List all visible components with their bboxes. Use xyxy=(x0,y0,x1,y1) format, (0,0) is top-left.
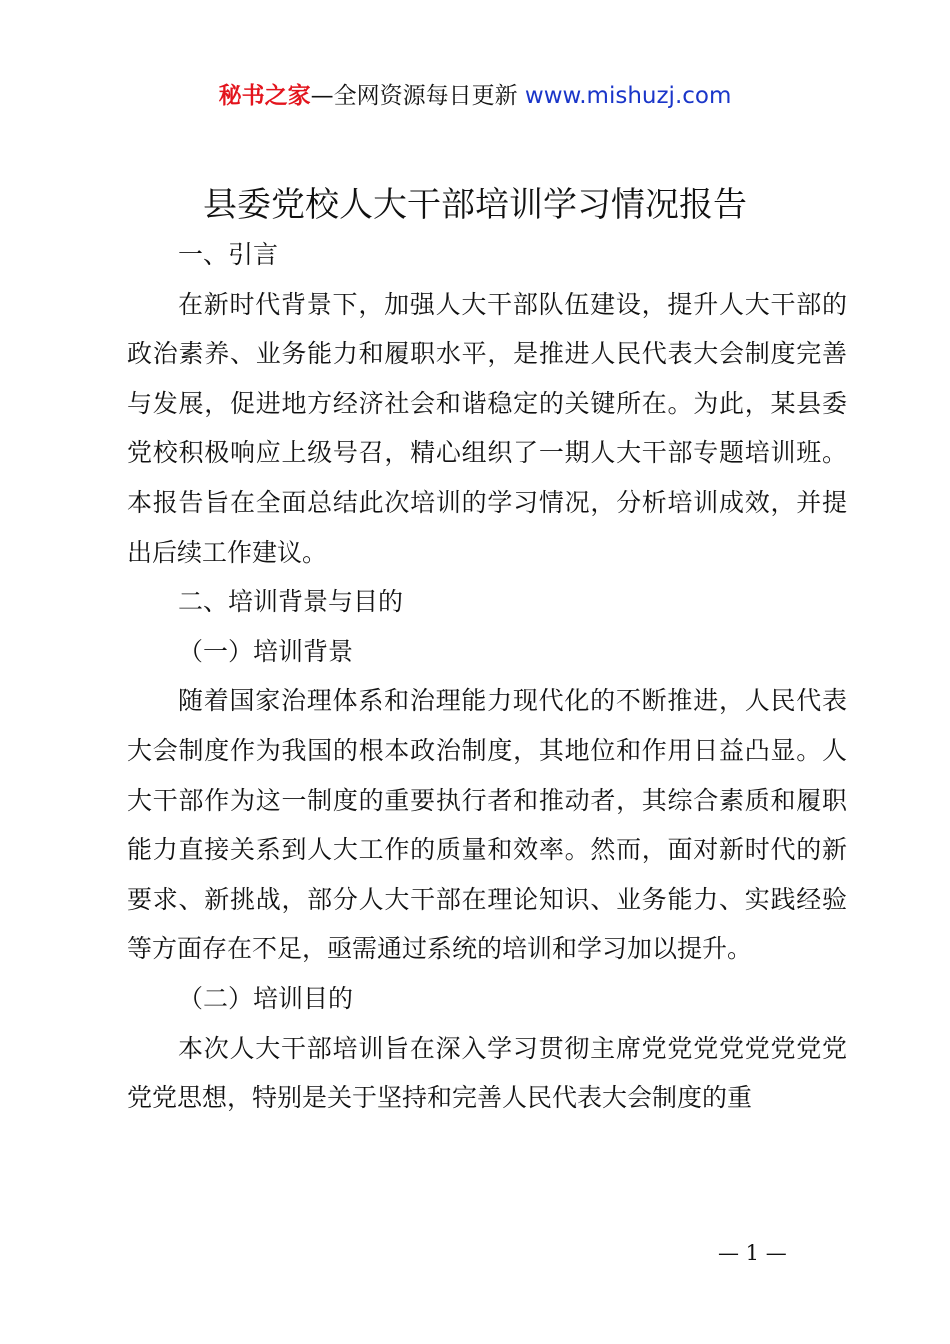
banner-tagline: 全网资源每日更新 xyxy=(333,83,518,109)
section-2-2-heading: （二）培训目的 xyxy=(178,983,354,1013)
section-1-paragraph: 在新时代背景下，加强人大干部队伍建设，提升人大干部的政治素养、业务能力和履职水平，是推进人民代表大会制度完善与发展，促进地方经济社会和谐稳定的关键所在。为此，某县委党校积极响应上级号召，精心组织了一期人大干部专题培训班。本报告旨在全面总结此次培训的学习情况，分析培训成效，并提出后续工作建议。 xyxy=(127,289,847,567)
section-2-heading: 二、培训背景与目的 xyxy=(178,587,404,617)
section-2-1-heading: （一）培训背景 xyxy=(178,636,354,666)
section-1-heading: 一、引言 xyxy=(178,240,279,269)
section-2-1-paragraph: 随着国家治理体系和治理能力现代化的不断推进，人民代表大会制度作为我国的根本政治制度，其地位和作用日益凸显。人大干部作为这一制度的重要执行者和推动者，其综合素质和履职能力直接关系到人大工作的质量和效率。然而，面对新时代的新要求、新挑战，部分人大干部在理论知识、业务能力、实践经验等方面存在不足，亟需通过系统的培训和学习加以提升。 xyxy=(127,686,847,964)
banner-dash: — xyxy=(310,83,334,109)
document-title: 县委党校人大干部培训学习情况报告 xyxy=(203,185,747,225)
site-banner xyxy=(0,80,950,112)
site-url-link[interactable]: www.mishuzj.com xyxy=(524,83,732,109)
section-2-2-paragraph: 本次人大干部培训旨在深入学习贯彻主席党党党党党党党党党党思想，特别是关于坚持和完善人民代表大会制度的重 xyxy=(127,1033,847,1113)
brand-name: 秘书之家 xyxy=(218,83,311,109)
document-body xyxy=(127,230,847,1123)
page-number: — 1 — xyxy=(718,1241,787,1265)
